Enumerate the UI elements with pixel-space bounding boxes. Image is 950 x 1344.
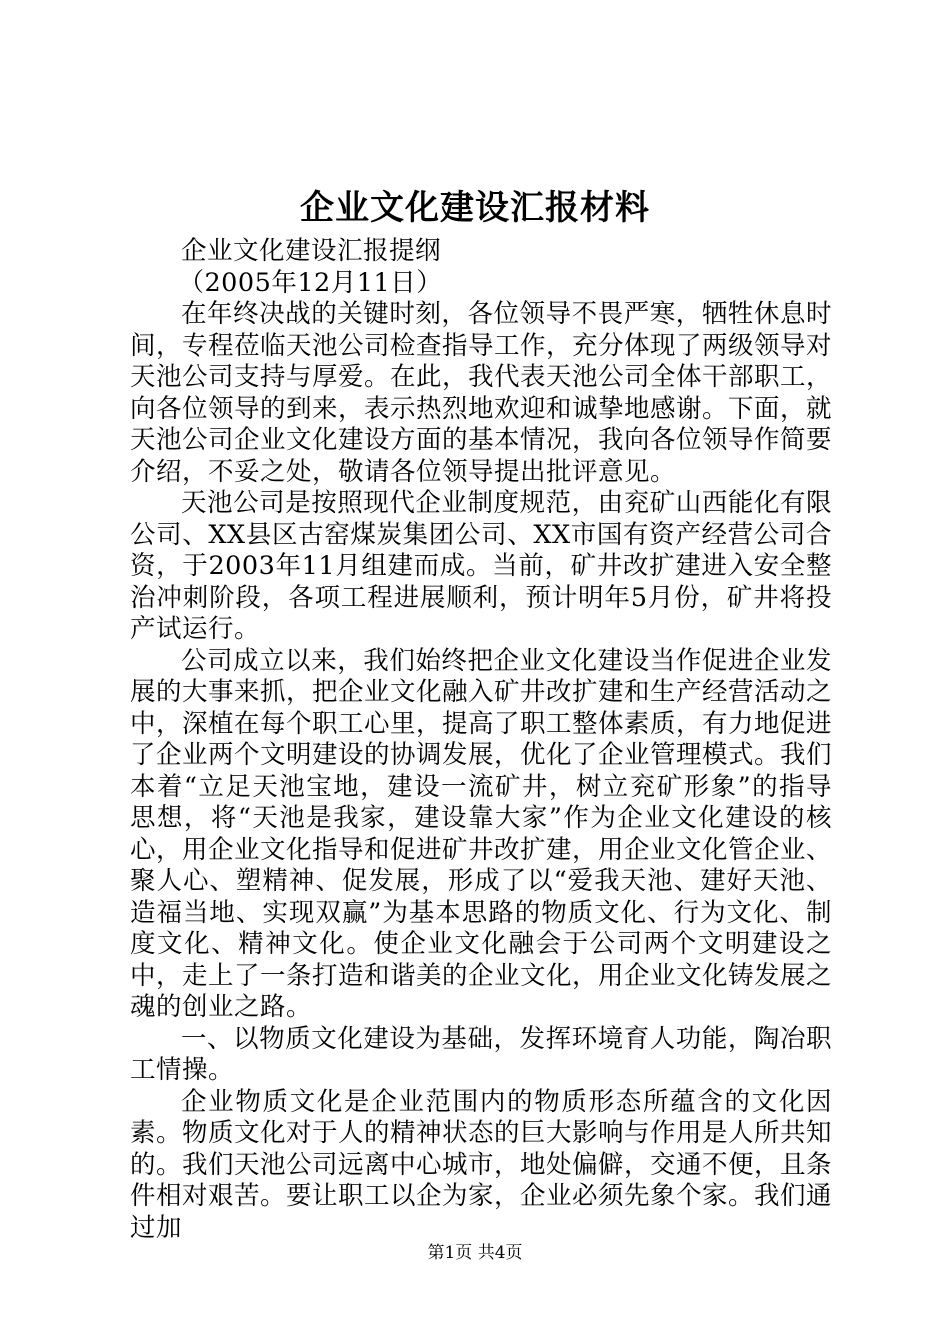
paragraph-material-culture: 企业物质文化是企业范围内的物质形态所蕴含的文化因素。物质文化对于人的精神状态的巨大影响与作用是人所共知的。我们天池公司远离中心城市，地处偏僻，交通不便，且条件相对艰苦。要让职工以企为家，企业必须先象个家。我们通过加 [130, 1086, 833, 1243]
paragraph-subtitle: 企业文化建设汇报提纲 [181, 236, 442, 266]
paragraph-date: （2005年12月11日） [178, 267, 443, 298]
paragraph-culture-overview: 公司成立以来，我们始终把企业文化建设当作促进企业发展的大事来抓，把企业文化融入矿井改扩建和生产经营活动之中，深植在每个职工心里，提高了职工整体素质，有力地促进了企业两个文明建设的协调发展，优化了企业管理模式。我们本着“立足天池宝地，建设一流矿井，树立兖矿形象”的指导思想，将“天池是我家，建设靠大家”作为企业文化建设的核心，用企业文化指导和促进矿井改扩建，用企业文化管企业、聚人心、塑精神、促发展，形成了以“爱我天池、建好天池、造福当地、实现双赢”为基本思路的物质文化、行为文化、制度文化、精神文化。使企业文化融会于公司两个文明建设之中，走上了一条打造和谐美的企业文化，用企业文化铸发展之魂的创业之路。 [130, 645, 833, 1022]
paragraph-intro: 在年终决战的关键时刻，各位领导不畏严寒，牺牲休息时间，专程莅临天池公司检查指导工作，充分体现了两级领导对天池公司支持与厚爱。在此，我代表天池公司全体干部职工，向各位领导的到来，表示热烈地欢迎和诚挚地感谢。下面，就天池公司企业文化建设方面的基本情况，我向各位领导作简要介绍，不妥之处，敬请各位领导提出批评意见。 [130, 299, 833, 487]
document-title: 企业文化建设汇报材料 [300, 188, 650, 228]
section-heading-1: 一、以物质文化建设为基础，发挥环境育人功能，陶冶职工情操。 [130, 1023, 832, 1085]
page-footer: 第1页 共4页 [427, 1243, 523, 1263]
paragraph-company-background: 天池公司是按照现代企业制度规范，由兖矿山西能化有限公司、XX县区古窑煤炭集团公司、XX市国有资产经营公司合资，于2003年11月组建而成。当前，矿井改扩建进入安全整治冲刺阶段，各项工程进展顺利，预计明年5月份，矿井将投产试运行。 [130, 488, 832, 644]
document-body [130, 236, 832, 1244]
